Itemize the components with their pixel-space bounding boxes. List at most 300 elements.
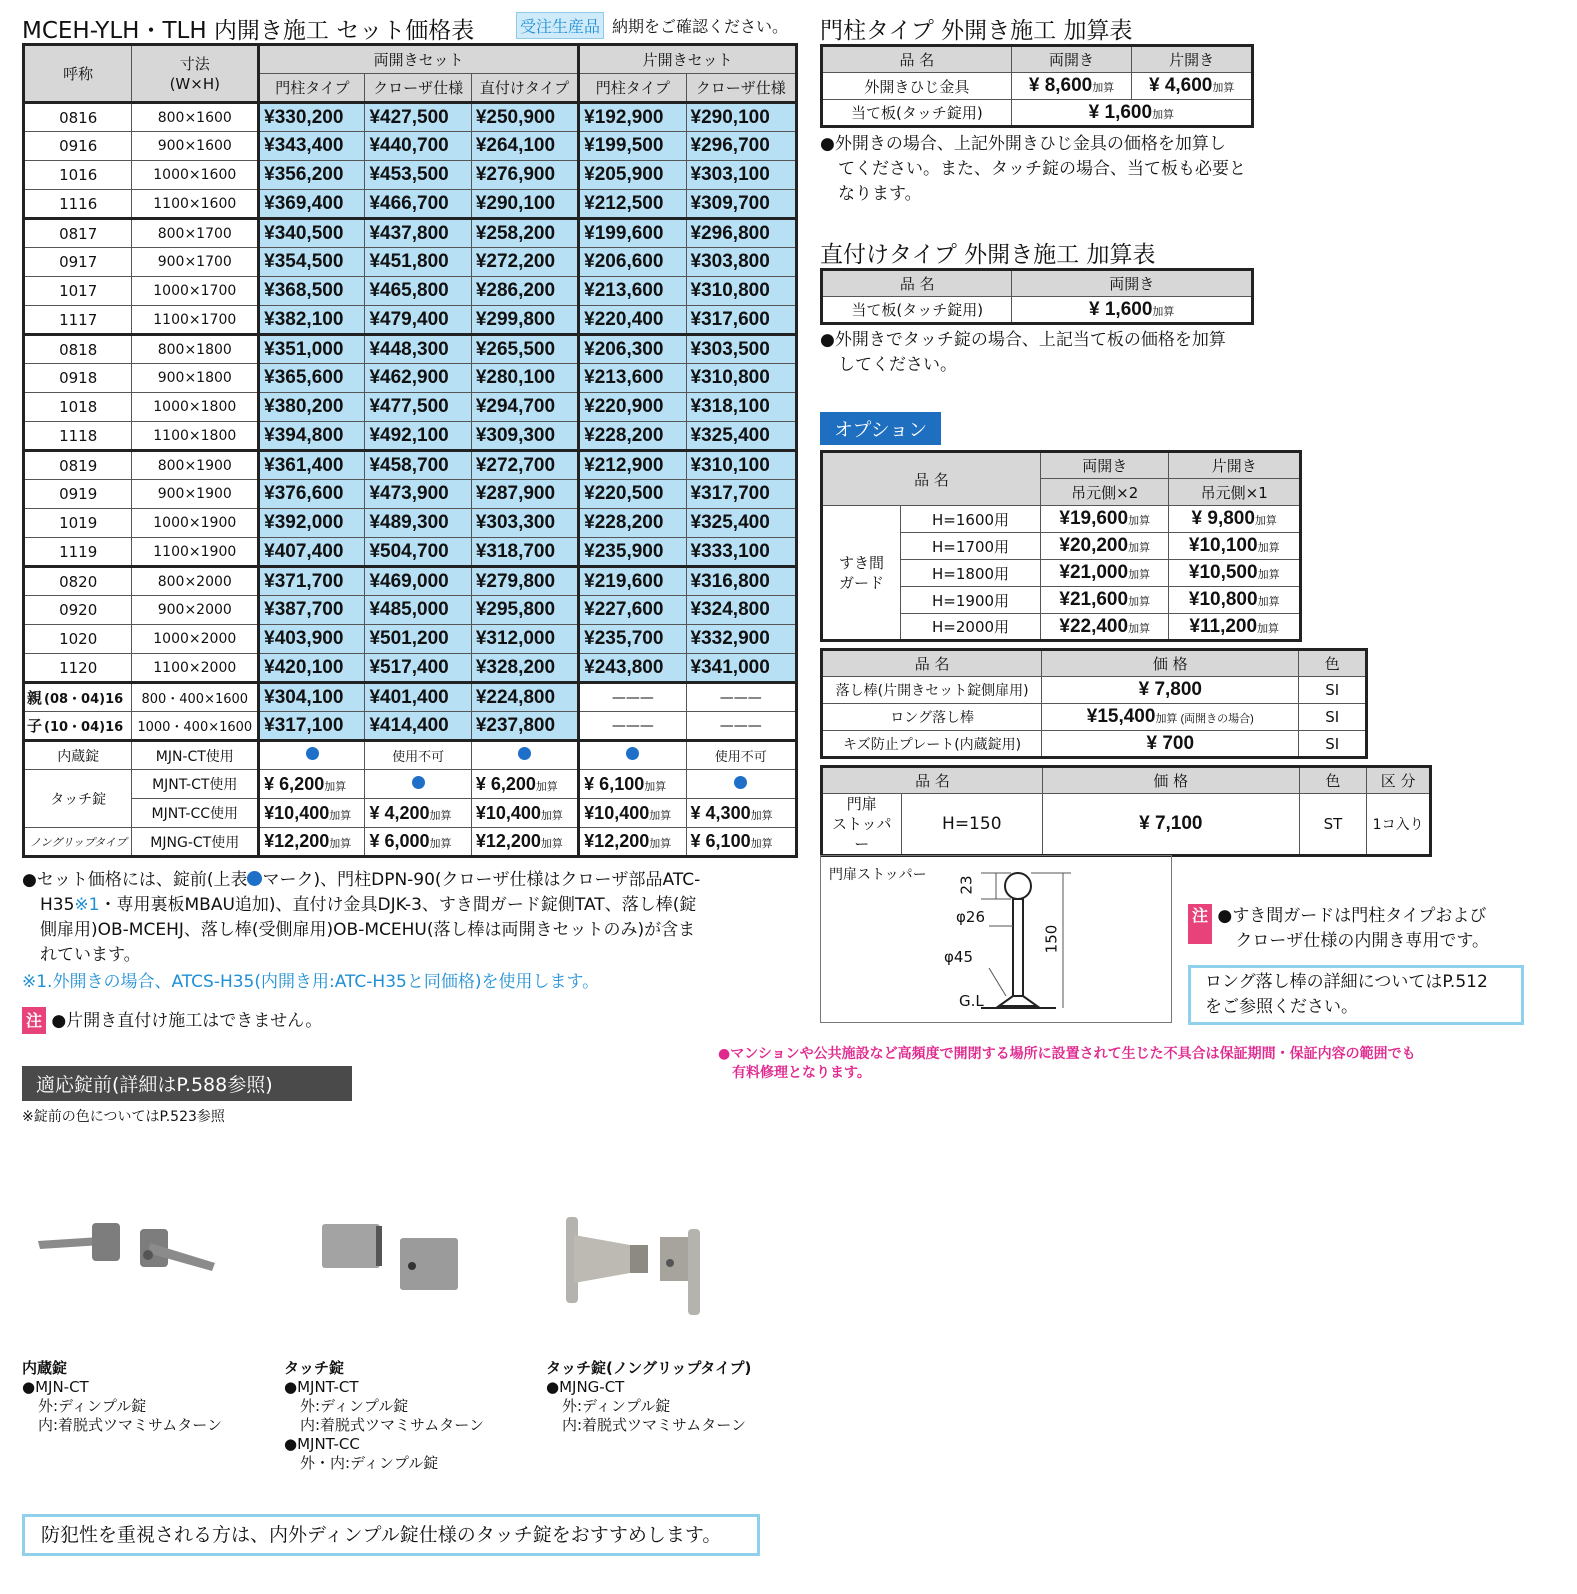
option2-price-value: ¥ 7,800 (1138, 679, 1202, 700)
lock3-model: ●MJNG-CT (546, 1378, 625, 1396)
option2-row (822, 677, 1367, 704)
option2-row (822, 704, 1367, 731)
price-cell: ¥258,200 (471, 219, 578, 248)
guard-size: H=1700用 (901, 533, 1041, 560)
price-cell: ¥317,700 (686, 480, 796, 509)
opt3-h-name: 品 名 (822, 767, 1043, 794)
header-closer: クローザ仕様 (365, 74, 471, 103)
guard-price (1169, 587, 1301, 614)
table-row (24, 567, 797, 596)
option2-price (1042, 731, 1299, 758)
header-double: 両開きセット (259, 45, 579, 74)
do-note-1: ●外開きでタッチ錠の場合、上記当て板の価格を加算 (820, 330, 1226, 350)
row-code: 0820 (24, 567, 132, 596)
guard-size: H=1900用 (901, 587, 1041, 614)
stopper-title: 門扉ストッパー (829, 867, 927, 883)
lock-price-value: ¥10,400 (475, 802, 541, 823)
row-code: 0919 (24, 480, 132, 509)
lock-available (686, 770, 796, 799)
caution-tag-right: 注 (1188, 904, 1212, 944)
price-cell: ¥199,600 (579, 219, 686, 248)
price-cell: ¥333,100 (686, 538, 796, 567)
guard-price (1169, 506, 1301, 533)
table-row (24, 393, 797, 422)
guard-price-value: ¥20,200 (1059, 535, 1129, 556)
row-code: 1118 (24, 422, 132, 451)
price-cell: ¥295,800 (471, 596, 578, 625)
price-cell: ¥369,400 (259, 190, 365, 219)
lock-available (471, 741, 578, 770)
header-single: 片開きセット (579, 45, 797, 74)
oyako-code (24, 683, 132, 712)
lock-available (365, 770, 471, 799)
row-code: 1020 (24, 625, 132, 654)
po-note-1: ●外開きの場合、上記外開きひじ金具の価格を加算し (820, 134, 1226, 154)
price-cell: ¥380,200 (259, 393, 365, 422)
price-cell: ¥213,600 (579, 277, 686, 306)
po-r1-double-val: ¥ 8,600 (1028, 75, 1093, 96)
row-code: 1117 (24, 306, 132, 335)
table-row (24, 451, 797, 480)
price-cell: ¥517,400 (365, 654, 471, 683)
kasan: 加算 (540, 838, 563, 850)
guard-price (1040, 533, 1169, 560)
lock-price-value: ¥ 6,000 (369, 831, 430, 851)
price-cell: ¥324,800 (686, 596, 796, 625)
lock-price-value: ¥10,400 (264, 802, 330, 823)
opt3-size: H=150 (901, 794, 1042, 856)
kasan: 加算 (429, 809, 452, 822)
row-dim: 1100×1600 (132, 190, 259, 219)
option2-color: SI (1299, 704, 1367, 731)
stopper-drawing (821, 856, 1173, 1024)
note-set-f: 側扉用)OB-MCEHJ、落し棒(受側扉用)OB-MCEHU(落し棒は両開きセットのみ)が含ま (40, 920, 696, 940)
lock-price (365, 828, 471, 857)
option2-name: 落し棒(片開きセット錠側扉用) (822, 677, 1042, 704)
do-r1-name: 当て板(タッチ錠用) (822, 297, 1012, 324)
price-cell: ¥501,200 (365, 625, 471, 654)
lock-touch-label: タッチ錠 (24, 770, 132, 828)
price-cell: ¥485,000 (365, 596, 471, 625)
row-code: 1019 (24, 509, 132, 538)
po-r1-single (1132, 73, 1253, 100)
post-outward-note (820, 132, 1260, 207)
price-cell: ¥296,700 (686, 132, 796, 161)
kasan: 加算 (1152, 108, 1175, 121)
opt3-color: ST (1299, 794, 1367, 856)
note-set-c: H35 (40, 895, 75, 915)
note-ref-1: ※1 (74, 895, 100, 915)
kasan: 加算 (1152, 305, 1175, 318)
option2-color: SI (1299, 677, 1367, 704)
table-row (24, 335, 797, 364)
kasan: 加算 (1128, 542, 1151, 554)
price-cell: ¥420,100 (259, 654, 365, 683)
price-cell: ¥312,000 (471, 625, 578, 654)
row-dim: 1000×1700 (132, 277, 259, 306)
price-cell: ¥287,900 (471, 480, 578, 509)
oyako-row (24, 712, 797, 741)
price-cell: ¥299,800 (471, 306, 578, 335)
note-set-price (22, 868, 792, 968)
price-cell: ¥303,100 (686, 161, 796, 190)
table-row (24, 219, 797, 248)
row-dim: 900×1900 (132, 480, 259, 509)
lock2-inner: 内:着脱式ツマミサムターン (300, 1416, 485, 1434)
lock3-outer: 外:ディンプル錠 (562, 1397, 671, 1415)
price-cell: ¥199,500 (579, 132, 686, 161)
price-cell: ¥332,900 (686, 625, 796, 654)
price-cell: ¥341,000 (686, 654, 796, 683)
note-outward: ※1.外開きの場合、ATCS-H35(内開き用:ATC-H35と同価格)を使用します。 (22, 972, 600, 992)
price-cell: ¥382,100 (259, 306, 365, 335)
row-dim: 1000×1600 (132, 161, 259, 190)
guard-price-value: ¥21,000 (1059, 562, 1129, 583)
guard-label (822, 506, 901, 641)
price-cell: ¥328,200 (471, 654, 578, 683)
price-cell: ¥303,800 (686, 248, 796, 277)
po-r1-double (1011, 73, 1132, 100)
guard-price (1169, 560, 1301, 587)
note-no-single-text: ●片開き直付け施工はできません。 (51, 1011, 323, 1031)
row-code: 0920 (24, 596, 132, 625)
price-cell: ¥440,700 (365, 132, 471, 161)
lock2-cc-detail: 外・内:ディンプル錠 (300, 1454, 439, 1472)
price-cell: ¥318,700 (471, 538, 578, 567)
main-price-table (22, 43, 798, 858)
kasan: 加算 (1254, 515, 1277, 527)
opt3-h-price: 価 格 (1043, 767, 1300, 794)
price-cell: ¥394,800 (259, 422, 365, 451)
lock-price-value: ¥ 6,200 (475, 773, 536, 794)
kasan: 加算 (540, 809, 563, 822)
price-cell: ¥250,900 (471, 103, 578, 132)
price-cell: ¥294,700 (471, 393, 578, 422)
lock-row-naizo (24, 741, 797, 770)
lock-naizo-label: 内蔵錠 (24, 741, 132, 770)
lock-available (579, 741, 686, 770)
guard-price-value: ¥ 9,800 (1191, 508, 1255, 529)
lock-price-value: ¥ 6,200 (264, 773, 325, 794)
price-cell: ¥290,100 (471, 190, 578, 219)
kasan: 加算 (649, 838, 672, 850)
caution-tag: 注 (22, 1007, 46, 1034)
oyako-price: ¥414,400 (365, 712, 471, 741)
header-dim-unit: (W×H) (169, 74, 220, 93)
row-code: 1018 (24, 393, 132, 422)
price-cell: ¥465,800 (365, 277, 471, 306)
price-cell: ¥448,300 (365, 335, 471, 364)
guard-price-value: ¥19,600 (1059, 508, 1129, 529)
kasan: 加算 (1212, 82, 1235, 94)
lock-price (579, 828, 686, 857)
lock-price (686, 799, 796, 828)
row-code: 0917 (24, 248, 132, 277)
price-cell: ¥309,700 (686, 190, 796, 219)
lock-price (686, 828, 796, 857)
opt3-h-kubun: 区 分 (1367, 767, 1431, 794)
locks-color-note: ※錠前の色についてはP.523参照 (22, 1109, 225, 1125)
oyako-price: ——— (579, 712, 686, 741)
available-dot-icon (626, 747, 639, 760)
page-title (22, 12, 474, 45)
table-row (24, 422, 797, 451)
main-notes (22, 868, 792, 1034)
guard-label-1: すき間 (839, 553, 885, 572)
lock3-inner: 内:着脱式ツマミサムターン (562, 1416, 747, 1434)
row-dim: 900×1800 (132, 364, 259, 393)
lock-price (471, 828, 578, 857)
lock-price (259, 799, 365, 828)
price-cell: ¥206,300 (579, 335, 686, 364)
header-closer-single: クローザ仕様 (686, 74, 796, 103)
row-dim: 800×1900 (132, 451, 259, 480)
kasan: 加算 (329, 809, 352, 822)
header-post-single: 門柱タイプ (579, 74, 686, 103)
note-set-b: マーク)、門柱DPN-90(クローザ仕様はクローザ部品ATC- (262, 870, 701, 890)
lock-price-value: ¥12,200 (584, 831, 650, 851)
direct-outward-title: 直付けタイプ 外開き施工 加算表 (820, 242, 1156, 268)
price-cell: ¥192,900 (579, 103, 686, 132)
price-cell: ¥351,000 (259, 335, 365, 364)
option2-name: ロング落し棒 (822, 704, 1042, 731)
header-name: 呼称 (24, 45, 132, 103)
lock-unusable: 使用不可 (365, 741, 471, 770)
lock-naizo-model: MJN-CT使用 (132, 741, 259, 770)
note-no-single-direct (22, 1007, 792, 1034)
row-dim: 1000×1900 (132, 509, 259, 538)
row-dim: 800×1800 (132, 335, 259, 364)
lock2-outer: 外:ディンプル錠 (300, 1397, 409, 1415)
option2-table (820, 648, 1368, 759)
price-cell: ¥316,800 (686, 567, 796, 596)
lock-touch2-model: MJNT-CC使用 (132, 799, 259, 828)
row-dim: 800×2000 (132, 567, 259, 596)
do-h-double: 両開き (1012, 270, 1253, 297)
oyako-price: ¥401,400 (365, 683, 471, 712)
kasan: 加算 (535, 780, 558, 793)
oyako-price: ——— (686, 712, 796, 741)
price-cell: ¥504,700 (365, 538, 471, 567)
lock-price-value: ¥ 6,100 (690, 831, 751, 851)
table-row (24, 103, 797, 132)
price-cell: ¥376,600 (259, 480, 365, 509)
oyako-price: ¥224,800 (471, 683, 578, 712)
long-rod-2: をご参照ください。 (1205, 997, 1358, 1017)
price-cell: ¥212,900 (579, 451, 686, 480)
guard-price (1040, 560, 1169, 587)
table-row (24, 132, 797, 161)
table-row (24, 596, 797, 625)
po-r1-name: 外開きひじ金具 (822, 73, 1012, 100)
lock-price (471, 799, 578, 828)
opt-h-single2: 吊元側×1 (1169, 479, 1301, 506)
option-label: オプション (820, 412, 941, 445)
guard-price-value: ¥21,600 (1059, 589, 1129, 610)
price-cell: ¥296,800 (686, 219, 796, 248)
row-dim: 900×1700 (132, 248, 259, 277)
price-cell: ¥453,500 (365, 161, 471, 190)
dim-45: φ45 (944, 948, 973, 966)
price-cell: ¥213,600 (579, 364, 686, 393)
do-r1-price (1012, 297, 1253, 324)
price-cell: ¥361,400 (259, 451, 365, 480)
guard-price-value: ¥22,400 (1059, 615, 1129, 637)
lock-price-value: ¥ 4,300 (690, 802, 751, 823)
kasan: 加算 (1257, 622, 1280, 635)
opt-h-double: 両開き (1040, 452, 1169, 479)
available-dot-icon (306, 747, 319, 760)
table-row (24, 190, 797, 219)
oyako-price: ¥304,100 (259, 683, 365, 712)
guard-price-value: ¥10,500 (1188, 562, 1258, 583)
price-cell: ¥477,500 (365, 393, 471, 422)
lock-row-nongrip (24, 828, 797, 857)
kasan: 加算 (1257, 542, 1280, 554)
option-row (822, 506, 1301, 533)
post-outward-title: 門柱タイプ 外開き施工 加算表 (820, 18, 1133, 44)
price-cell: ¥290,100 (686, 103, 796, 132)
lock-nongrip-model: MJNG-CT使用 (132, 828, 259, 857)
long-rod-box (1188, 965, 1524, 1025)
direct-outward-note (820, 328, 1260, 378)
oyako-code (24, 712, 132, 741)
option2-price (1042, 677, 1299, 704)
do-note-2: してください。 (838, 355, 957, 375)
lock2-type: タッチ錠 (284, 1359, 345, 1377)
opt-h-name: 品 名 (822, 452, 1041, 506)
price-cell: ¥219,600 (579, 567, 686, 596)
oyako-price: ——— (686, 683, 796, 712)
price-cell: ¥206,600 (579, 248, 686, 277)
price-cell: ¥462,900 (365, 364, 471, 393)
warranty-2: 有料修理となります。 (732, 1065, 871, 1081)
lock1-outer: 外:ディンプル錠 (38, 1397, 147, 1415)
row-code: 0916 (24, 132, 132, 161)
price-cell: ¥318,100 (686, 393, 796, 422)
opt2-h-name: 品 名 (822, 650, 1042, 677)
price-cell: ¥343,400 (259, 132, 365, 161)
oyako-dim: 800・400×1600 (132, 683, 259, 712)
security-recommend-box: 防犯性を重視される方は、内外ディンプル錠仕様のタッチ錠をおすすめします。 (22, 1514, 760, 1556)
price-cell: ¥403,900 (259, 625, 365, 654)
lock-nongrip-label: ノングリップタイプ (24, 828, 132, 857)
price-cell: ¥309,300 (471, 422, 578, 451)
lock-price-value: ¥ 6,100 (584, 773, 645, 794)
title-main: MCEH-YLH・TLH 内開き施工 セット価格表 (22, 18, 475, 44)
lock1-type: 内蔵錠 (22, 1359, 68, 1377)
price-cell: ¥325,400 (686, 422, 796, 451)
dim-gl: G.L (959, 992, 984, 1010)
row-dim: 1100×1900 (132, 538, 259, 567)
opt3-name1: 門扉 (846, 795, 877, 813)
po-r2-name: 当て板(タッチ錠用) (822, 100, 1012, 127)
price-cell: ¥279,800 (471, 567, 578, 596)
lock2-model: ●MJNT-CT (284, 1378, 359, 1396)
oyako-dim: 1000・400×1600 (132, 712, 259, 741)
kasan: 加算 (750, 838, 773, 850)
price-cell: ¥330,200 (259, 103, 365, 132)
row-code: 1016 (24, 161, 132, 190)
kasan: 加算 (429, 838, 452, 850)
po-note-3: なります。 (838, 184, 922, 204)
lock-price-value: ¥12,200 (475, 831, 541, 851)
kasan: 加算 (1128, 596, 1151, 608)
available-dot-icon (734, 776, 747, 789)
dim-23: 23 (957, 875, 976, 895)
price-cell: ¥212,500 (579, 190, 686, 219)
row-dim: 900×2000 (132, 596, 259, 625)
opt3-h-color: 色 (1299, 767, 1367, 794)
warranty-note (718, 1045, 1416, 1083)
row-code: 0918 (24, 364, 132, 393)
price-cell: ¥280,100 (471, 364, 578, 393)
option2-color: SI (1299, 731, 1367, 758)
lock3-type: タッチ錠(ノングリップタイプ) (546, 1359, 752, 1377)
price-cell: ¥310,100 (686, 451, 796, 480)
price-cell: ¥303,500 (686, 335, 796, 364)
price-cell: ¥220,400 (579, 306, 686, 335)
available-dot-icon (518, 747, 531, 760)
lock1-model: ●MJN-CT (22, 1378, 89, 1396)
lock-price-value: ¥ 4,200 (369, 802, 430, 823)
header-post: 門柱タイプ (259, 74, 365, 103)
guard-note-1: ●すき間ガードは門柱タイプおよび (1217, 906, 1487, 926)
note-set-a: ●セット価格には、錠前(上表 (22, 870, 248, 890)
nongrip-lock-image (560, 1215, 720, 1320)
guard-price-value: ¥10,800 (1188, 589, 1258, 610)
guard-note-2: クローザ仕様の内開き専用です。 (1235, 931, 1490, 951)
option2-price (1042, 704, 1299, 731)
price-cell: ¥325,400 (686, 509, 796, 538)
guard-price (1169, 533, 1301, 560)
table-row (24, 277, 797, 306)
po-h-name: 品 名 (822, 46, 1012, 73)
lock-caption-1 (22, 1359, 222, 1435)
table-row (24, 625, 797, 654)
price-cell: ¥469,000 (365, 567, 471, 596)
note-set-e: ・専用裏板MBAU追加)、直付け金具DJK-3、すき間ガード錠側TAT、落し棒(錠 (99, 895, 697, 915)
kasan: 加算 (1257, 596, 1280, 608)
kasan: 加算 (324, 780, 347, 793)
price-cell: ¥466,700 (365, 190, 471, 219)
row-code: 0817 (24, 219, 132, 248)
price-cell: ¥303,300 (471, 509, 578, 538)
price-cell: ¥492,100 (365, 422, 471, 451)
lock-row-touch2 (24, 799, 797, 828)
po-r2-val: ¥ 1,600 (1088, 101, 1153, 123)
direct-outward-table (820, 268, 1254, 325)
lock-caption-3 (546, 1359, 751, 1435)
price-cell: ¥286,200 (471, 277, 578, 306)
lock-row-touch1 (24, 770, 797, 799)
kasan: 加算 (649, 809, 672, 822)
option2-price-value: ¥15,400 (1086, 706, 1156, 727)
guard-price-value: ¥11,200 (1189, 615, 1258, 637)
table-row (24, 654, 797, 683)
row-dim: 1000×2000 (132, 625, 259, 654)
price-cell: ¥451,800 (365, 248, 471, 277)
price-cell: ¥473,900 (365, 480, 471, 509)
touch-lock-image (320, 1222, 460, 1302)
oyako-row (24, 683, 797, 712)
post-outward-table (820, 44, 1254, 128)
lock-price (259, 770, 365, 799)
table-row (24, 306, 797, 335)
table-row (24, 509, 797, 538)
po-h-single: 片開き (1132, 46, 1253, 73)
price-cell: ¥356,200 (259, 161, 365, 190)
